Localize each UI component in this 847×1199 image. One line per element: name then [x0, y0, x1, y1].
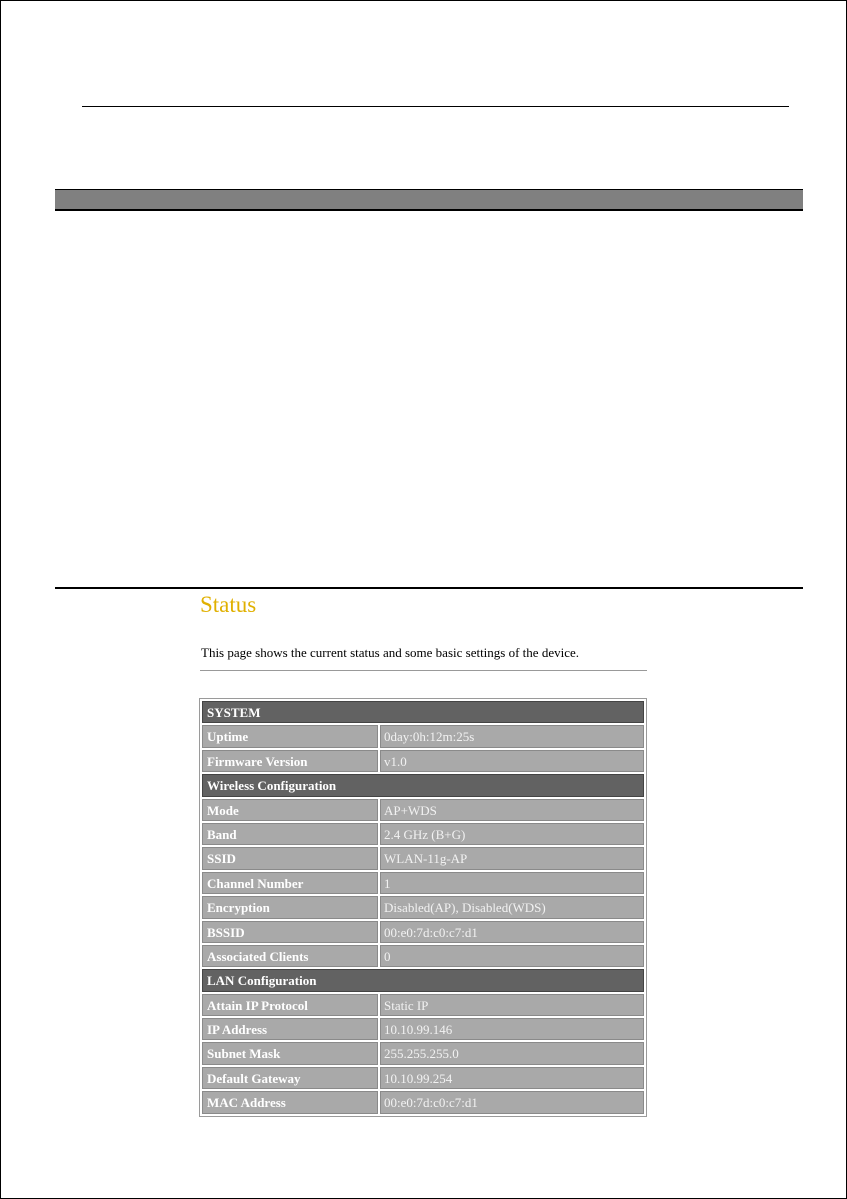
page-title: Status — [200, 592, 257, 617]
bssid-label: BSSID — [202, 921, 378, 943]
default-gateway-value: 10.10.99.254 — [380, 1067, 644, 1089]
table-row-ssid — [202, 847, 644, 869]
firmware-version-label: Firmware Version — [202, 750, 378, 772]
uptime-label: Uptime — [202, 725, 378, 747]
mac-address-value: 00:e0:7d:c0:c7:d1 — [380, 1091, 644, 1113]
table-row-subnet-mask — [202, 1042, 644, 1064]
firmware-version-value: v1.0 — [380, 750, 644, 772]
section-header-wireless: Wireless Configuration — [202, 774, 644, 796]
mode-label: Mode — [202, 799, 378, 821]
table-row-mac-address — [202, 1091, 644, 1113]
mode-value: AP+WDS — [380, 799, 644, 821]
table-row-default-gateway — [202, 1067, 644, 1089]
section-row-wireless — [202, 774, 644, 796]
table-row-attain-ip-protocol — [202, 994, 644, 1016]
band-value: 2.4 GHz (B+G) — [380, 823, 644, 845]
table-row-channel-number — [202, 872, 644, 894]
associated-clients-value: 0 — [380, 945, 644, 967]
section-header-lan: LAN Configuration — [202, 969, 644, 991]
uptime-value: 0day:0h:12m:25s — [380, 725, 644, 747]
status-table — [199, 698, 647, 1117]
table-row-uptime — [202, 725, 644, 747]
page-description: This page shows the current status and some basic settings of the device. — [201, 645, 579, 660]
description-divider — [200, 670, 647, 671]
encryption-value: Disabled(AP), Disabled(WDS) — [380, 896, 644, 918]
table-row-bssid — [202, 921, 644, 943]
attain-ip-protocol-value: Static IP — [380, 994, 644, 1016]
table-row-ip-address — [202, 1018, 644, 1040]
table-row-mode — [202, 799, 644, 821]
section-row-lan — [202, 969, 644, 991]
channel-number-label: Channel Number — [202, 872, 378, 894]
content-divider — [55, 587, 803, 589]
table-row-band — [202, 823, 644, 845]
mac-address-label: MAC Address — [202, 1091, 378, 1113]
table-row-associated-clients — [202, 945, 644, 967]
subnet-mask-value: 255.255.255.0 — [380, 1042, 644, 1064]
associated-clients-label: Associated Clients — [202, 945, 378, 967]
section-header-system: SYSTEM — [202, 701, 644, 723]
subnet-mask-label: Subnet Mask — [202, 1042, 378, 1064]
bssid-value: 00:e0:7d:c0:c7:d1 — [380, 921, 644, 943]
default-gateway-label: Default Gateway — [202, 1067, 378, 1089]
band-label: Band — [202, 823, 378, 845]
table-row-encryption — [202, 896, 644, 918]
section-band — [55, 189, 803, 211]
header-divider — [82, 106, 789, 107]
ip-address-value: 10.10.99.146 — [380, 1018, 644, 1040]
ssid-value: WLAN-11g-AP — [380, 847, 644, 869]
encryption-label: Encryption — [202, 896, 378, 918]
ip-address-label: IP Address — [202, 1018, 378, 1040]
ssid-label: SSID — [202, 847, 378, 869]
section-row-system — [202, 701, 644, 723]
channel-number-value: 1 — [380, 872, 644, 894]
table-row-firmware-version — [202, 750, 644, 772]
attain-ip-protocol-label: Attain IP Protocol — [202, 994, 378, 1016]
